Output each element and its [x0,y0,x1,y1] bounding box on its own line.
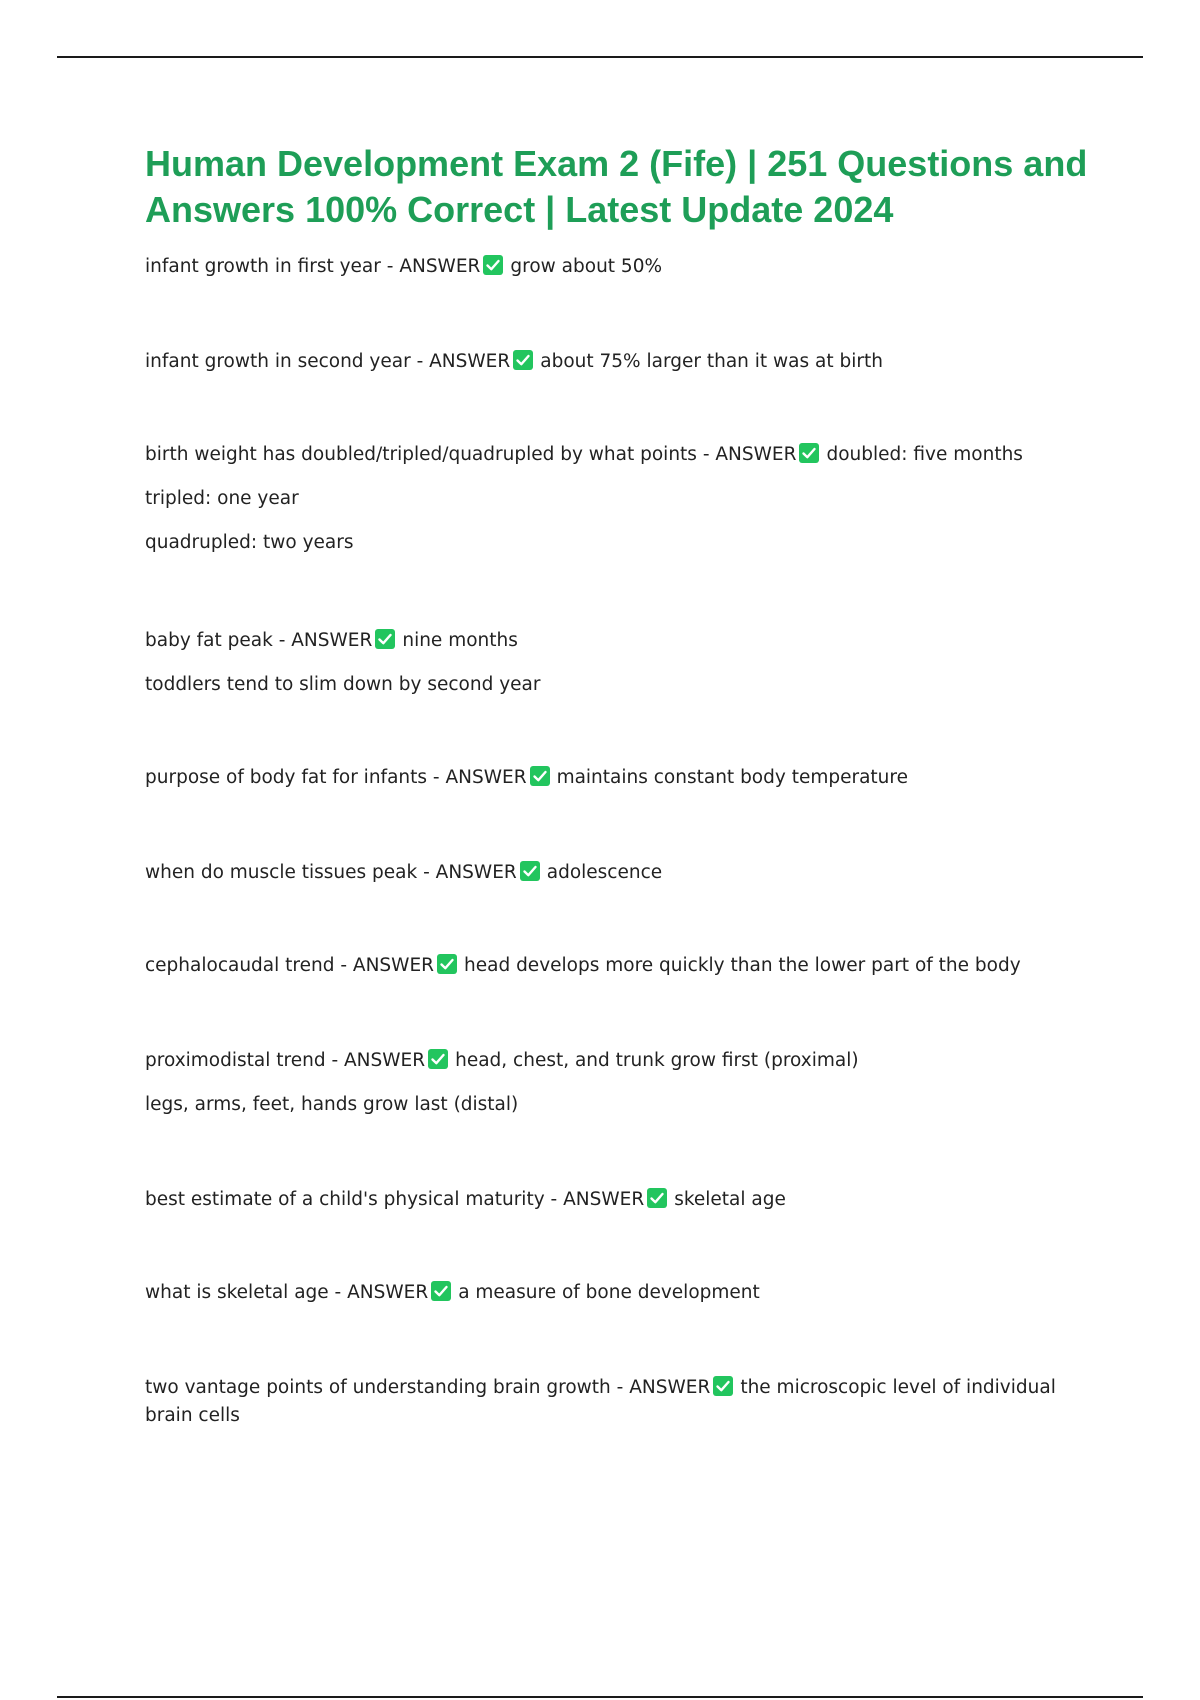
qa-line [145,952,1105,980]
answer-continuation: quadrupled: two years [145,532,354,553]
qa-item [145,348,1105,376]
answer-continuation: tripled: one year [145,488,299,509]
check-icon [374,628,396,650]
bottom-rule [57,1696,1143,1698]
check-icon [427,1048,449,1070]
answer-text: grow about 50% [510,256,663,277]
qa-line [145,1279,1105,1307]
qa-line [145,348,1105,376]
question-text: what is skeletal age [145,1282,329,1303]
answer-text: doubled: five months [826,444,1023,465]
check-icon [798,442,820,464]
answer-marker: - ANSWER [550,1189,645,1210]
qa-item [145,859,1105,887]
answer-marker: - ANSWER [423,862,517,883]
answer-continuation: toddlers tend to slim down by second year [145,674,541,695]
check-icon [646,1187,668,1209]
qa-item [145,1047,1105,1119]
question-text: infant growth in second year [145,351,411,372]
answer-text: maintains constant body temperature [556,767,908,788]
qa-line [145,627,1105,655]
qa-item [145,253,1105,281]
question-text: infant growth in first year [145,256,381,277]
question-text: cephalocaudal trend [145,955,335,976]
answer-text: about 75% larger than it was at birth [540,351,883,372]
answer-text: the microscopic level of individual brain cells [145,1377,1056,1426]
qa-item [145,764,1105,792]
answer-marker: - ANSWER [432,767,527,788]
question-text: purpose of body fat for infants [145,767,428,788]
answer-marker: - ANSWER [334,1282,429,1303]
question-text: two vantage points of understanding brain growth [145,1377,611,1398]
qa-line [145,253,1105,281]
question-text: baby fat peak [145,630,273,651]
check-icon [436,953,458,975]
qa-line [145,764,1105,792]
answer-marker: - ANSWER [386,256,481,277]
check-icon [712,1375,734,1397]
page-title: Human Development Exam 2 (Fife) | 251 Questions and Answers 100% Correct | Latest Update 2024 [145,143,1088,230]
answer-text: skeletal age [674,1189,786,1210]
answer-marker: - ANSWER [616,1377,711,1398]
answer-text: head, chest, and trunk grow first (proximal) [455,1050,859,1071]
answer-marker: - ANSWER [278,630,373,651]
check-icon [512,349,534,371]
qa-item [145,952,1105,980]
answer-marker: - ANSWER [702,444,797,465]
check-icon [430,1280,452,1302]
check-icon [482,254,504,276]
qa-item [145,627,1105,699]
qa-line [145,1186,1105,1214]
check-icon [529,765,551,787]
answer-text: adolescence [546,862,663,883]
qa-line [145,859,1105,887]
qa-line [145,441,1105,469]
qa-line [145,1047,1105,1075]
question-text: proximodistal trend [145,1050,326,1071]
answer-continuation: legs, arms, feet, hands grow last (distal) [145,1094,519,1115]
qa-item [145,1374,1105,1430]
question-text: best estimate of a child's physical maturity [145,1189,545,1210]
qa-item [145,441,1105,557]
answer-marker: - ANSWER [416,351,511,372]
qa-item [145,1279,1105,1307]
answer-marker: - ANSWER [331,1050,426,1071]
check-icon [519,860,541,882]
question-text: birth weight has doubled/tripled/quadrupled by what points [145,444,697,465]
top-rule [57,56,1143,58]
question-text: when do muscle tissues peak [145,862,418,883]
answer-marker: - ANSWER [340,955,434,976]
qa-item [145,1186,1105,1214]
answer-text: a measure of bone development [458,1282,760,1303]
answer-text: nine months [402,630,518,651]
answer-text: head develops more quickly than the lower part of the body [464,955,1021,976]
qa-line [145,1374,1105,1430]
